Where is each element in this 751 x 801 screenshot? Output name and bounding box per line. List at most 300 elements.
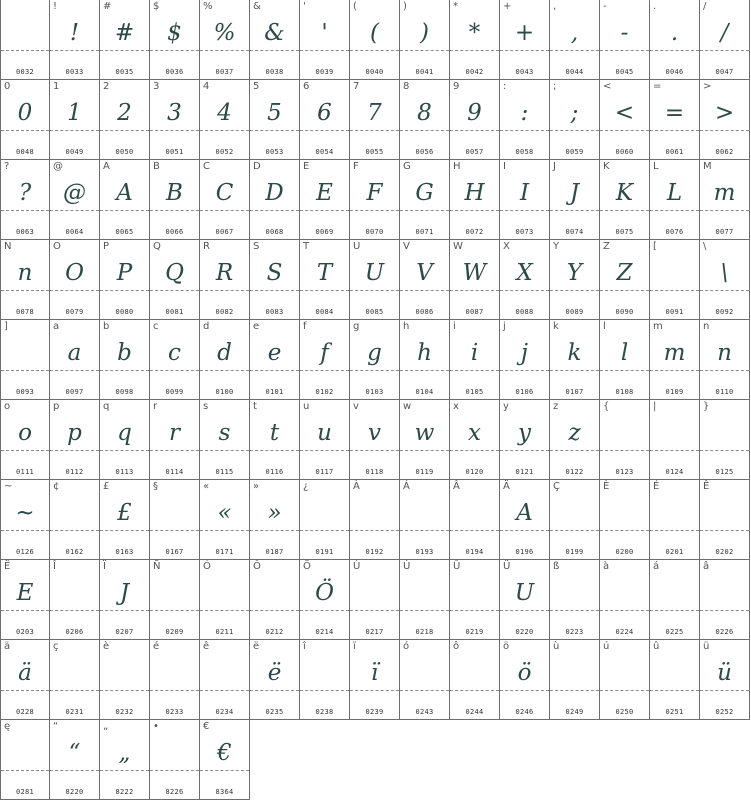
glyph-code: 0089 xyxy=(565,308,584,316)
baseline-guide xyxy=(300,450,349,451)
glyph-cell-0102 xyxy=(300,320,350,400)
glyph-sample: 8 xyxy=(417,100,432,126)
glyph-cell-label: k xyxy=(553,321,559,332)
glyph-code: 0091 xyxy=(665,308,684,316)
baseline-guide xyxy=(700,130,749,131)
glyph-cell-0111 xyxy=(0,400,50,480)
glyph-code: 0104 xyxy=(415,388,434,396)
baseline-guide xyxy=(1,50,49,51)
baseline-guide xyxy=(650,210,699,211)
glyph-code: 0214 xyxy=(315,628,334,636)
glyph-sample: : xyxy=(520,100,529,126)
baseline-guide xyxy=(1,770,49,771)
glyph-code: 0281 xyxy=(15,788,35,796)
glyph-code: 0035 xyxy=(115,68,134,76)
glyph-cell-0114 xyxy=(150,400,200,480)
glyph-cell-label: b xyxy=(103,321,110,332)
glyph-code: 0056 xyxy=(415,148,434,156)
glyph-cell-label: û xyxy=(653,641,660,652)
glyph-sample: 4 xyxy=(217,100,232,126)
glyph-cell-label: i xyxy=(453,321,456,332)
glyph-code: 0231 xyxy=(65,708,84,716)
glyph-cell-label: ù xyxy=(553,641,560,652)
glyph-code: 0092 xyxy=(715,308,734,316)
baseline-guide xyxy=(600,530,649,531)
glyph-code: 0193 xyxy=(415,548,434,556)
glyph-sample: W xyxy=(462,260,487,286)
glyph-sample xyxy=(550,654,599,692)
glyph-cell-0243 xyxy=(400,640,450,720)
glyph-cell-label: & xyxy=(253,1,261,12)
baseline-guide xyxy=(1,370,49,371)
glyph-code: 0054 xyxy=(315,148,334,156)
glyph-code: 0078 xyxy=(15,308,35,316)
glyph-sample xyxy=(600,494,649,532)
glyph-cell-0090 xyxy=(600,240,650,320)
glyph-cell-0125 xyxy=(700,400,750,480)
baseline-guide xyxy=(200,210,249,211)
glyph-cell-0228 xyxy=(0,640,50,720)
glyph-cell-0082 xyxy=(200,240,250,320)
glyph-sample: . xyxy=(670,20,679,46)
glyph-sample xyxy=(150,654,199,692)
glyph-sample: U xyxy=(514,580,535,606)
baseline-guide xyxy=(100,450,149,451)
baseline-guide xyxy=(100,370,149,371)
glyph-cell-0084 xyxy=(300,240,350,320)
glyph-sample: H xyxy=(464,180,485,206)
glyph-code: 0114 xyxy=(165,468,184,476)
glyph-cell-label: 0 xyxy=(4,81,11,92)
baseline-guide xyxy=(450,50,499,51)
glyph-cell-label: p xyxy=(53,401,60,412)
baseline-guide xyxy=(400,210,449,211)
glyph-code: 0044 xyxy=(565,68,584,76)
baseline-guide xyxy=(450,130,499,131)
glyph-cell-label: r xyxy=(153,401,158,412)
glyph-sample: c xyxy=(168,340,181,366)
glyph-code: 0055 xyxy=(365,148,384,156)
glyph-cell-0124 xyxy=(650,400,700,480)
glyph-code: 0042 xyxy=(465,68,484,76)
glyph-code: 0212 xyxy=(265,628,284,636)
glyph-cell-label: ó xyxy=(403,641,410,652)
glyph-code: 0224 xyxy=(615,628,634,636)
glyph-code: 0065 xyxy=(115,228,134,236)
glyph-cell-label: v xyxy=(353,401,359,412)
baseline-guide xyxy=(600,290,649,291)
glyph-sample: V xyxy=(416,260,433,286)
glyph-cell-0049 xyxy=(50,80,100,160)
baseline-guide xyxy=(500,450,549,451)
glyph-cell-0191 xyxy=(300,480,350,560)
glyph-cell-label: 5 xyxy=(253,81,260,92)
baseline-guide xyxy=(700,210,749,211)
glyph-cell-0196 xyxy=(500,480,550,560)
glyph-cell-0050 xyxy=(100,80,150,160)
baseline-guide xyxy=(350,370,399,371)
baseline-guide xyxy=(200,770,249,771)
glyph-cell-label: , xyxy=(553,1,557,12)
baseline-guide xyxy=(50,130,99,131)
glyph-cell-0281 xyxy=(0,720,50,800)
glyph-code: 0235 xyxy=(265,708,284,716)
glyph-cell-0194 xyxy=(450,480,500,560)
glyph-cell-0235 xyxy=(250,640,300,720)
glyph-cell-label: m xyxy=(653,321,663,332)
baseline-guide xyxy=(500,210,549,211)
glyph-sample: Ö xyxy=(315,580,334,606)
glyph-code: 0083 xyxy=(265,308,284,316)
glyph-cell-label: B xyxy=(153,161,160,172)
glyph-code: 0250 xyxy=(615,708,634,716)
glyph-sample: ü xyxy=(717,660,732,686)
baseline-guide xyxy=(550,370,599,371)
glyph-sample: « xyxy=(217,500,232,526)
glyph-cell-label: £ xyxy=(103,481,110,492)
baseline-guide xyxy=(400,450,449,451)
glyph-code: 0072 xyxy=(465,228,484,236)
glyph-cell-label: ß xyxy=(553,561,560,572)
glyph-sample: 7 xyxy=(367,100,382,126)
glyph-cell-0250 xyxy=(600,640,650,720)
baseline-guide xyxy=(350,290,399,291)
glyph-code: 0228 xyxy=(15,708,35,716)
glyph-cell-label: c xyxy=(153,321,159,332)
glyph-cell-label: î xyxy=(303,641,306,652)
glyph-sample xyxy=(700,494,749,532)
glyph-sample: g xyxy=(367,340,382,366)
baseline-guide xyxy=(100,690,149,691)
glyph-code: 0084 xyxy=(315,308,334,316)
glyph-cell-0040 xyxy=(350,0,400,80)
glyph-cell-label: F xyxy=(353,161,359,172)
glyph-cell-label: Ê xyxy=(703,481,710,492)
glyph-cell-0080 xyxy=(100,240,150,320)
baseline-guide xyxy=(650,50,699,51)
glyph-code: 0201 xyxy=(665,548,684,556)
glyph-sample: P xyxy=(116,260,133,286)
glyph-sample: G xyxy=(415,180,434,206)
glyph-sample: ( xyxy=(370,20,379,46)
baseline-guide xyxy=(700,50,749,51)
glyph-cell-label: R xyxy=(203,241,210,252)
glyph-sample: 9 xyxy=(467,100,482,126)
glyph-cell-0070 xyxy=(350,160,400,240)
glyph-sample: q xyxy=(117,420,132,446)
glyph-cell-label: } xyxy=(703,401,710,412)
baseline-guide xyxy=(450,530,499,531)
glyph-cell-0112 xyxy=(50,400,100,480)
glyph-sample xyxy=(400,574,449,612)
glyph-sample: 6 xyxy=(317,100,332,126)
baseline-guide xyxy=(450,210,499,211)
glyph-cell-label: § xyxy=(153,481,158,492)
glyph-cell-label: Â xyxy=(453,481,460,492)
baseline-guide xyxy=(400,610,449,611)
glyph-cell-0057 xyxy=(450,80,500,160)
glyph-code: 0120 xyxy=(465,468,484,476)
baseline-guide xyxy=(600,370,649,371)
glyph-code: 0252 xyxy=(715,708,734,716)
glyph-code: 0049 xyxy=(65,148,84,156)
baseline-guide xyxy=(650,530,699,531)
glyph-cell-label: L xyxy=(653,161,659,172)
glyph-code: 0125 xyxy=(715,468,734,476)
baseline-guide xyxy=(150,210,199,211)
glyph-cell-label: à xyxy=(603,561,610,572)
baseline-guide xyxy=(1,290,49,291)
glyph-sample: r xyxy=(169,420,180,446)
glyph-sample: o xyxy=(18,420,32,446)
glyph-code: 8226 xyxy=(165,788,184,796)
baseline-guide xyxy=(350,690,399,691)
glyph-cell-0214 xyxy=(300,560,350,640)
baseline-guide xyxy=(250,370,299,371)
glyph-cell-0037 xyxy=(200,0,250,80)
glyph-cell-label: * xyxy=(453,1,458,12)
glyph-sample: 1 xyxy=(67,100,82,126)
glyph-sample xyxy=(400,494,449,532)
glyph-cell-label: T xyxy=(303,241,310,252)
glyph-cell-0045 xyxy=(600,0,650,80)
glyph-cell-label: n xyxy=(703,321,710,332)
glyph-code: 0109 xyxy=(665,388,684,396)
glyph-cell-0225 xyxy=(650,560,700,640)
glyph-code: 0107 xyxy=(565,388,584,396)
glyph-sample: * xyxy=(468,20,481,46)
glyph-code: 0039 xyxy=(315,68,334,76)
glyph-code: 0124 xyxy=(665,468,684,476)
glyph-cell-0107 xyxy=(550,320,600,400)
glyph-sample: / xyxy=(720,20,729,46)
glyph-cell-label: ï xyxy=(353,641,356,652)
glyph-code: 0080 xyxy=(115,308,134,316)
glyph-cell-0200 xyxy=(600,480,650,560)
glyph-cell-label: K xyxy=(603,161,610,172)
glyph-sample xyxy=(650,654,699,692)
baseline-guide xyxy=(250,290,299,291)
glyph-cell-0239 xyxy=(350,640,400,720)
glyph-sample: y xyxy=(518,420,531,446)
glyph-cell-label: ¢ xyxy=(53,481,60,492)
glyph-cell-label: « xyxy=(203,481,210,492)
glyph-cell-label: < xyxy=(603,81,612,92)
glyph-cell-label: C xyxy=(203,161,210,172)
glyph-cell-0069 xyxy=(300,160,350,240)
glyph-code: 0234 xyxy=(215,708,234,716)
glyph-sample: ~ xyxy=(15,500,35,526)
glyph-sample: i xyxy=(470,340,479,366)
glyph-cell-label: E xyxy=(303,161,310,172)
glyph-sample xyxy=(50,574,99,612)
glyph-cell-0211 xyxy=(200,560,250,640)
baseline-guide xyxy=(700,610,749,611)
baseline-guide xyxy=(50,770,99,771)
baseline-guide xyxy=(450,610,499,611)
baseline-guide xyxy=(150,50,199,51)
glyph-cell-0171 xyxy=(200,480,250,560)
baseline-guide xyxy=(450,450,499,451)
glyph-cell-0106 xyxy=(500,320,550,400)
baseline-guide xyxy=(100,770,149,771)
glyph-cell-label: y xyxy=(503,401,509,412)
glyph-cell-8222 xyxy=(100,720,150,800)
glyph-cell-label: [ xyxy=(653,241,657,252)
baseline-guide xyxy=(200,130,249,131)
glyph-cell-label: g xyxy=(353,321,360,332)
glyph-sample: O xyxy=(65,260,84,286)
glyph-cell-label: N xyxy=(4,241,12,252)
glyph-cell-label: Ù xyxy=(353,561,361,572)
glyph-sample: ? xyxy=(18,180,32,206)
glyph-code: 0067 xyxy=(215,228,234,236)
baseline-guide xyxy=(150,370,199,371)
glyph-cell-label: l xyxy=(603,321,606,332)
glyph-code: 8220 xyxy=(65,788,84,796)
glyph-sample: J xyxy=(569,180,580,206)
glyph-sample xyxy=(700,414,749,452)
glyph-cell-label: â xyxy=(703,561,710,572)
baseline-guide xyxy=(600,610,649,611)
glyph-sample: U xyxy=(364,260,385,286)
glyph-code: 0118 xyxy=(365,468,384,476)
baseline-guide xyxy=(600,210,649,211)
glyph-cell-0098 xyxy=(100,320,150,400)
glyph-cell-label: a xyxy=(53,321,60,332)
glyph-code: 0199 xyxy=(565,548,584,556)
glyph-cell-0064 xyxy=(50,160,100,240)
glyph-sample: - xyxy=(620,20,629,46)
glyph-cell-label: e xyxy=(253,321,260,332)
glyph-code: 0064 xyxy=(65,228,84,236)
glyph-sample: z xyxy=(568,420,581,446)
glyph-sample xyxy=(600,414,649,452)
glyph-code: 0099 xyxy=(165,388,184,396)
glyph-cell-label: U xyxy=(353,241,361,252)
glyph-sample: , xyxy=(570,20,579,46)
glyph-cell-label: f xyxy=(303,321,307,332)
glyph-cell-0206 xyxy=(50,560,100,640)
baseline-guide xyxy=(1,450,49,451)
glyph-cell-label: ? xyxy=(4,161,10,172)
glyph-code: 0191 xyxy=(315,548,334,556)
baseline-guide xyxy=(600,690,649,691)
baseline-guide xyxy=(350,530,399,531)
glyph-cell-0219 xyxy=(450,560,500,640)
glyph-code: 0203 xyxy=(15,628,35,636)
baseline-guide xyxy=(150,450,199,451)
glyph-cell-0110 xyxy=(700,320,750,400)
glyph-cell-label: h xyxy=(403,321,410,332)
glyph-cell-0104 xyxy=(400,320,450,400)
glyph-cell-0039 xyxy=(300,0,350,80)
glyph-cell-label: s xyxy=(203,401,209,412)
glyph-code: 0033 xyxy=(65,68,84,76)
baseline-guide xyxy=(400,290,449,291)
glyph-code: 0243 xyxy=(415,708,434,716)
glyph-sample: I xyxy=(519,180,530,206)
baseline-guide xyxy=(1,130,49,131)
glyph-cell-8226 xyxy=(150,720,200,800)
glyph-cell-0105 xyxy=(450,320,500,400)
baseline-guide xyxy=(350,50,399,51)
glyph-sample xyxy=(650,574,699,612)
glyph-cell-0063 xyxy=(0,160,50,240)
glyph-cell-label: ê xyxy=(203,641,210,652)
glyph-code: 0043 xyxy=(515,68,534,76)
glyph-code: 0202 xyxy=(715,548,734,556)
glyph-cell-label: ö xyxy=(503,641,510,652)
baseline-guide xyxy=(200,290,249,291)
glyph-code: 0108 xyxy=(615,388,634,396)
glyph-cell-label: Ç xyxy=(553,481,560,492)
baseline-guide xyxy=(550,530,599,531)
glyph-sample xyxy=(550,494,599,532)
glyph-cell-label: P xyxy=(103,241,110,252)
glyph-cell-label: Ó xyxy=(203,561,211,572)
glyph-cell-label: / xyxy=(703,1,707,12)
glyph-cell-label: Y xyxy=(553,241,560,252)
glyph-sample: € xyxy=(217,740,232,766)
glyph-code: 0249 xyxy=(565,708,584,716)
glyph-sample: 0 xyxy=(17,100,33,126)
glyph-cell-0218 xyxy=(400,560,450,640)
glyph-sample: b xyxy=(117,340,132,366)
glyph-cell-0121 xyxy=(500,400,550,480)
baseline-guide xyxy=(400,370,449,371)
glyph-sample: t xyxy=(269,420,280,446)
glyph-sample: v xyxy=(368,420,381,446)
glyph-cell-label: ô xyxy=(453,641,460,652)
glyph-cell-0249 xyxy=(550,640,600,720)
glyph-cell-0100 xyxy=(200,320,250,400)
glyph-cell-label: 2 xyxy=(103,81,110,92)
glyph-cell-0192 xyxy=(350,480,400,560)
baseline-guide xyxy=(650,450,699,451)
glyph-cell-0238 xyxy=(300,640,350,720)
baseline-guide xyxy=(550,450,599,451)
baseline-guide xyxy=(600,50,649,51)
baseline-guide xyxy=(150,530,199,531)
baseline-guide xyxy=(550,690,599,691)
glyph-sample: K xyxy=(615,180,634,206)
glyph-sample xyxy=(600,574,649,612)
glyph-code: 0123 xyxy=(615,468,634,476)
glyph-code: 0119 xyxy=(415,468,434,476)
glyph-cell-8220 xyxy=(50,720,100,800)
glyph-cell-label: ! xyxy=(53,1,58,12)
baseline-guide xyxy=(300,130,349,131)
glyph-cell-label: é xyxy=(153,641,160,652)
glyph-cell-0077 xyxy=(700,160,750,240)
glyph-cell-label: è xyxy=(103,641,110,652)
glyph-cell-label: Ä xyxy=(503,481,510,492)
glyph-cell-0079 xyxy=(50,240,100,320)
glyph-cell-label: ü xyxy=(703,641,710,652)
glyph-cell-0053 xyxy=(250,80,300,160)
glyph-code: 0232 xyxy=(115,708,134,716)
baseline-guide xyxy=(150,690,199,691)
baseline-guide xyxy=(500,50,549,51)
glyph-code: 0051 xyxy=(165,148,184,156)
baseline-guide xyxy=(500,610,549,611)
glyph-sample: s xyxy=(218,420,231,446)
glyph-cell-label: Á xyxy=(403,481,410,492)
baseline-guide xyxy=(200,50,249,51)
baseline-guide xyxy=(200,370,249,371)
baseline-guide xyxy=(100,130,149,131)
